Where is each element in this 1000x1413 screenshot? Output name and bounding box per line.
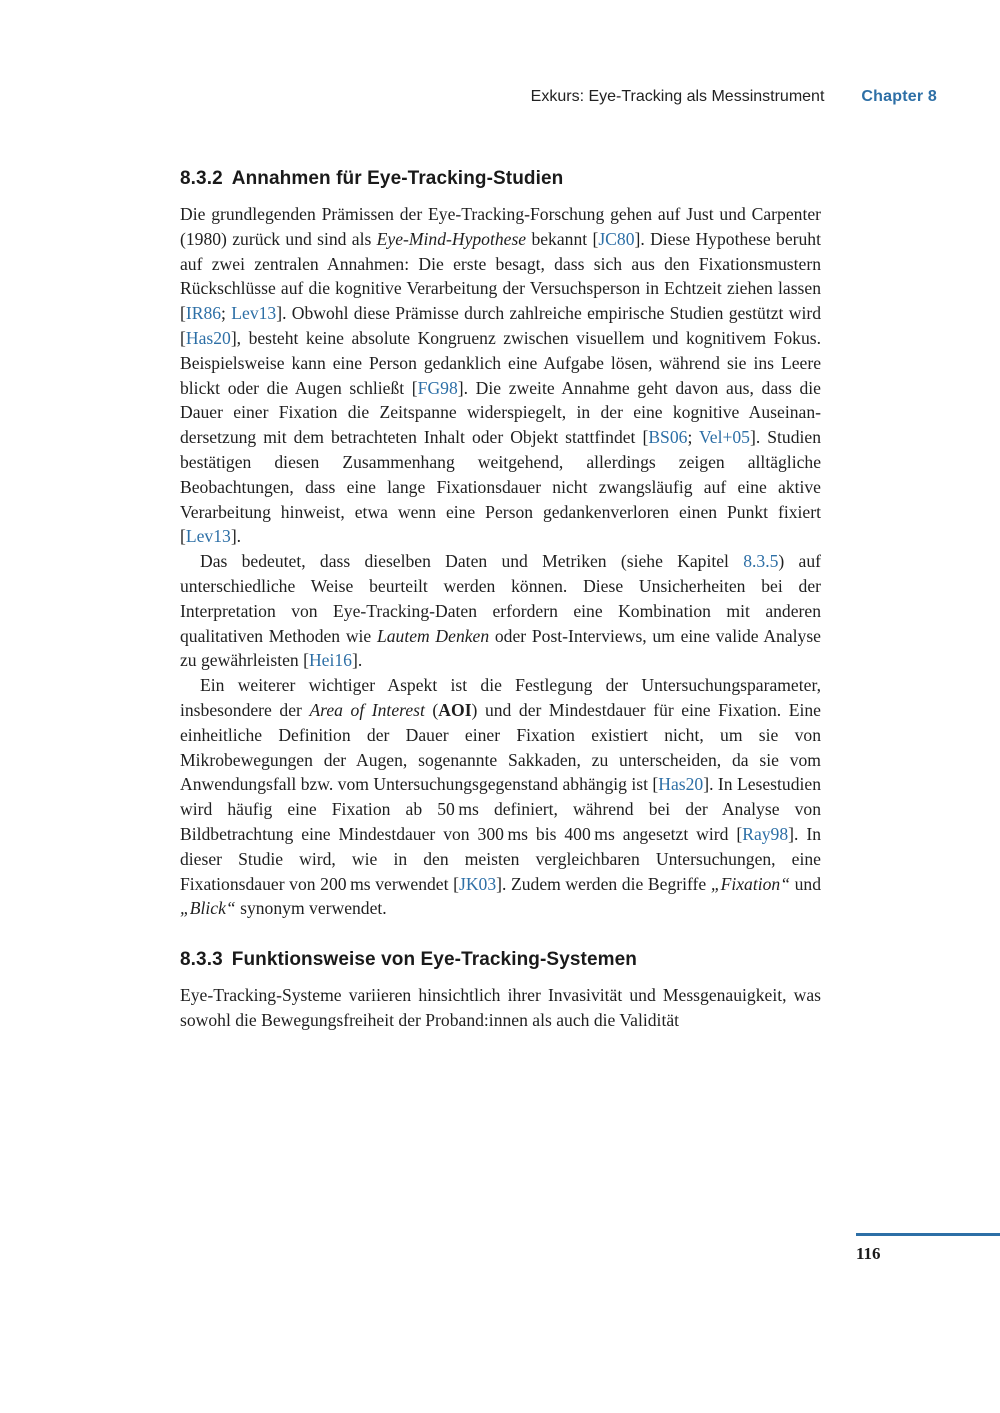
chapter-label: Chapter 8 (861, 88, 937, 105)
bold-term: AOI (438, 699, 472, 720)
citation-link[interactable]: Lev13 (185, 526, 231, 547)
emphasis: „Fixation“ (710, 873, 791, 894)
emphasis: Lautem Denken (376, 625, 490, 646)
citation-link[interactable]: Lev13 (231, 303, 277, 324)
citation-link[interactable]: FG98 (417, 377, 458, 398)
emphasis: Eye-Mind-Hypothese (376, 228, 527, 249)
citation-link[interactable]: Vel+05 (699, 427, 750, 448)
citation-link[interactable]: Has20 (185, 327, 231, 348)
section-ref-link[interactable]: 8.3.5 (743, 551, 779, 572)
section-title: Funktionsweise von Eye-Tracking-Systemen (231, 949, 638, 971)
citation-link[interactable]: Has20 (658, 774, 704, 795)
citation-link[interactable]: Hei16 (308, 650, 352, 671)
section-number: 8.3.3 (180, 949, 223, 971)
citation-link[interactable]: JC80 (598, 228, 635, 249)
citation-link[interactable]: Ray98 (742, 823, 789, 844)
section-title: Annahmen für Eye-Tracking-Studien (231, 168, 564, 189)
section-number: 8.3.2 (180, 168, 223, 189)
running-header (180, 88, 937, 106)
emphasis: Area of Interest (309, 699, 425, 720)
citation-link[interactable]: JK03 (458, 873, 497, 894)
paragraph: Das bedeutet, dass dieselben Daten und Metriken (siehe Kapitel 8.3.5) auf unterschiedliche Weise beurteilt werden können. Diese Unsicherheiten bei der Interpretation von Eye-Tracking-Daten erfordern eine Kombination mit anderen qualitativen Methoden wie Lautem Denken oder Post-Interviews, um eine valide Analyse zu gewährleisten [Hei16]. (180, 551, 821, 671)
page-content (180, 168, 821, 1033)
section-heading-8-3-2 (180, 168, 821, 190)
footer-rule (856, 1233, 1000, 1236)
paragraph: Eye-Tracking-Systeme variieren hinsichtlich ihrer Invasivität und Messgenauigkeit, was sowohl die Bewegungsfreiheit der Proband:innen als auch die Validität (180, 985, 821, 1030)
running-title: Exkurs: Eye-Tracking als Messinstrument (530, 88, 825, 105)
citation-link[interactable]: IR86 (185, 303, 222, 324)
citation-link[interactable]: BS06 (648, 427, 688, 448)
paragraph: Ein weiterer wichtiger Aspekt ist die Festlegung der Untersuchungsparameter, insbesondere der Area of Interest (AOI) und der Mindestdauer für eine Fixation. Eine einheitliche Definition der Dauer einer Fixation existiert nicht, um sie von Mikrobewegungen der Augen, sogenannte Sakkaden, zu unterscheiden, da sie vom Anwendungsfall bzw. vom Untersuchungsgegenstand abhängig ist [Has20]. In Lesestudien wird häufig eine Fixation ab 50 ms definiert, während bei der Analyse von Bildbetrachtung eine Mindestdauer von 300 ms bis 400 ms angesetzt wird [Ray98]. In dieser Studie wird, wie in den meisten vergleichbaren Untersuchungen, eine Fixationsdauer von 200 ms verwendet [JK03]. Zudem werden die Begriffe „Fixation“ und „Blick“ synonym verwendet. (180, 675, 822, 919)
page-number: 116 (856, 1244, 881, 1263)
emphasis: „Blick“ (180, 898, 236, 919)
paragraph: Die grundlegenden Prämissen der Eye-Tracking-Forschung gehen auf Just und Carpenter (1980) zurück und sind als Eye-Mind-Hypothese bekannt [JC80]. Diese Hypothese beruht auf zwei zentralen Annahmen: Die erste besagt, dass sich aus den Fixationsmustern Rückschlüsse auf die kognitive Verarbeitung der Versuchsperson in Echtzeit ziehen lassen [IR86; Lev13]. Obwohl diese Prämisse durch zahlreiche empirische Studien gestützt wird [Has20], besteht keine absolute Kongruenz zwischen visuellem und kognitivem Fokus. Beispielsweise kann eine Person gedanklich eine Aufgabe lösen, während sie ins Leere blickt oder die Augen schließt [FG98]. Die zweite Annahme geht davon aus, dass die Dauer einer Fixation die Zeitspanne widerspiegelt, in der eine kognitive Auseinandersetzung mit dem betrachteten Inhalt oder Objekt stattfindet [BS06; Vel+05]. Studien bestätigen diesen Zusammenhang weitgehend, allerdings zeigen alltägliche Beobachtungen, dass eine lange Fixationsdauer nicht zwangsläufig auf eine aktive Verarbeitung hinweist, etwa wenn eine Person gedankenverloren einen Punkt fixiert [Lev13]. (180, 204, 822, 547)
section-heading-8-3-3 (180, 949, 821, 971)
